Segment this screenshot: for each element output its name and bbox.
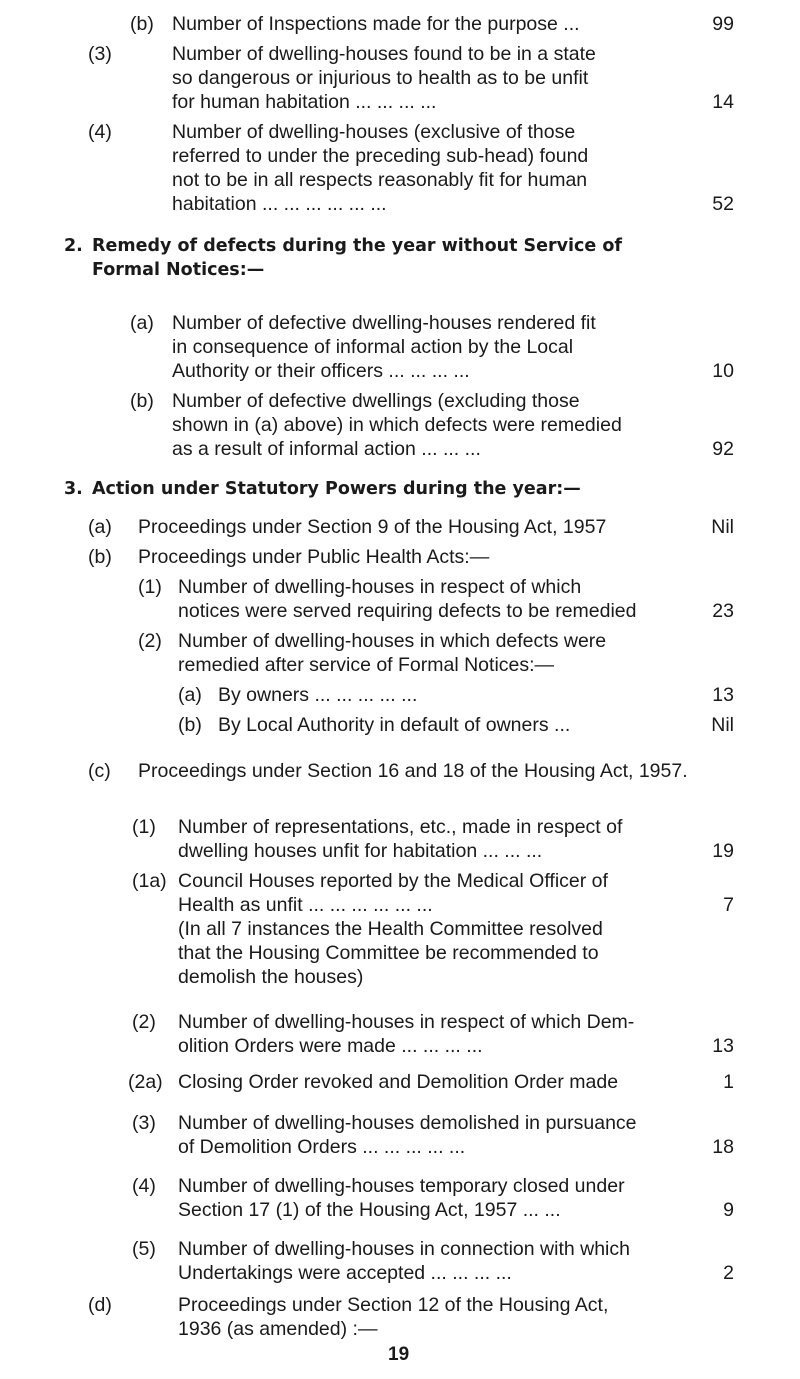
item-label: (4) bbox=[88, 121, 112, 143]
item-text: Section 17 (1) of the Housing Act, 1957 ... ... bbox=[178, 1199, 561, 1221]
item-text: Closing Order revoked and Demolition Order made bbox=[178, 1071, 619, 1093]
item-label: (1) bbox=[132, 816, 156, 838]
item-label: (a) bbox=[178, 684, 202, 706]
item-text: Proceedings under Section 9 of the Housing Act, 1957 bbox=[138, 516, 607, 538]
item-text: olition Orders were made ... ... ... ... bbox=[178, 1035, 483, 1057]
item-value: 13 bbox=[712, 1035, 734, 1057]
item-text: Council Houses reported by the Medical Officer of bbox=[178, 870, 608, 892]
item-text: notices were served requiring defects to be remedied bbox=[178, 600, 637, 622]
item-text: Number of dwelling-houses in respect of which Dem- bbox=[178, 1011, 635, 1033]
item-label: (b) bbox=[88, 546, 112, 568]
item-text: as a result of informal action ... ... ... bbox=[172, 438, 481, 460]
item-value: 19 bbox=[712, 840, 734, 862]
item-value: 18 bbox=[712, 1136, 734, 1158]
item-text: 1936 (as amended) :— bbox=[178, 1318, 378, 1340]
item-label: (2) bbox=[138, 630, 162, 652]
item-label: (d) bbox=[88, 1294, 112, 1316]
item-label: (1a) bbox=[132, 870, 167, 892]
item-label: (c) bbox=[88, 760, 111, 782]
item-value: 23 bbox=[712, 600, 734, 622]
item-label: (a) bbox=[130, 312, 154, 334]
item-text: Number of defective dwelling-houses rendered fit bbox=[172, 312, 596, 334]
item-text: so dangerous or injurious to health as to be unfit bbox=[172, 67, 589, 89]
note-text: demolish the houses) bbox=[178, 966, 364, 988]
item-label: (1) bbox=[138, 576, 162, 598]
item-value: Nil bbox=[711, 516, 734, 538]
item-text: Number of dwelling-houses in which defects were bbox=[178, 630, 607, 652]
item-text: Proceedings under Section 12 of the Housing Act, bbox=[178, 1294, 609, 1316]
item-text: Number of dwelling-houses in connection with which bbox=[178, 1238, 630, 1260]
page-number: 19 bbox=[388, 1344, 410, 1365]
item-value: 7 bbox=[723, 894, 734, 916]
item-text: in consequence of informal action by the Local bbox=[172, 336, 574, 358]
item-text: By Local Authority in default of owners ... bbox=[218, 714, 571, 736]
item-value: 10 bbox=[712, 360, 734, 382]
item-text: for human habitation ... ... ... ... bbox=[172, 91, 437, 113]
item-value: 52 bbox=[712, 193, 734, 215]
item-label: (a) bbox=[88, 516, 112, 538]
section-title: Remedy of defects during the year without Service of bbox=[92, 236, 623, 256]
item-value: 2 bbox=[723, 1262, 734, 1284]
item-text: Number of Inspections made for the purpose ... bbox=[172, 13, 580, 35]
item-text: Number of dwelling-houses (exclusive of those bbox=[172, 121, 576, 143]
item-text: Number of dwelling-houses temporary closed under bbox=[178, 1175, 625, 1197]
note-text: (In all 7 instances the Health Committee resolved bbox=[178, 918, 603, 940]
item-value: 92 bbox=[712, 438, 734, 460]
item-label: (3) bbox=[132, 1112, 156, 1134]
section-title: Action under Statutory Powers during the year:— bbox=[92, 479, 581, 499]
item-text: of Demolition Orders ... ... ... ... ... bbox=[178, 1136, 466, 1158]
item-label: (4) bbox=[132, 1175, 156, 1197]
item-text: Health as unfit ... ... ... ... ... ... bbox=[178, 894, 433, 916]
item-text: Number of defective dwellings (excluding those bbox=[172, 390, 580, 412]
item-text: Undertakings were accepted ... ... ... ... bbox=[178, 1262, 512, 1284]
item-text: not to be in all respects reasonably fit for human bbox=[172, 169, 588, 191]
item-label: (b) bbox=[130, 13, 154, 35]
item-value: 13 bbox=[712, 684, 734, 706]
section-title: Formal Notices:— bbox=[92, 260, 265, 280]
item-label: (5) bbox=[132, 1238, 156, 1260]
item-text: remedied after service of Formal Notices:— bbox=[178, 654, 555, 676]
item-text: Number of dwelling-houses found to be in a state bbox=[172, 43, 596, 65]
note-text: that the Housing Committee be recommended to bbox=[178, 942, 599, 964]
item-text: By owners ... ... ... ... ... bbox=[218, 684, 418, 706]
item-value: Nil bbox=[711, 714, 734, 736]
item-label: (2) bbox=[132, 1011, 156, 1033]
item-text: Number of dwelling-houses demolished in pursuance bbox=[178, 1112, 637, 1134]
item-text: Authority or their officers ... ... ... ... bbox=[172, 360, 470, 382]
item-text: habitation ... ... ... ... ... ... bbox=[172, 193, 387, 215]
item-text: Proceedings under Section 16 and 18 of the Housing Act, 1957. bbox=[138, 760, 688, 782]
item-text: Number of dwelling-houses in respect of which bbox=[178, 576, 582, 598]
item-label: (b) bbox=[130, 390, 154, 412]
section-number: 2. bbox=[64, 236, 83, 256]
item-label: (b) bbox=[178, 714, 202, 736]
item-value: 1 bbox=[723, 1071, 734, 1093]
item-text: referred to under the preceding sub-head) found bbox=[172, 145, 589, 167]
item-text: Proceedings under Public Health Acts:— bbox=[138, 546, 490, 568]
item-label: (3) bbox=[88, 43, 112, 65]
item-text: Number of representations, etc., made in respect of bbox=[178, 816, 623, 838]
section-number: 3. bbox=[64, 479, 83, 499]
item-value: 99 bbox=[712, 13, 734, 35]
item-value: 14 bbox=[712, 91, 734, 113]
item-label: (2a) bbox=[128, 1071, 163, 1093]
item-text: shown in (a) above) in which defects were remedied bbox=[172, 414, 622, 436]
item-value: 9 bbox=[723, 1199, 734, 1221]
item-text: dwelling houses unfit for habitation ... ... ... bbox=[178, 840, 543, 862]
